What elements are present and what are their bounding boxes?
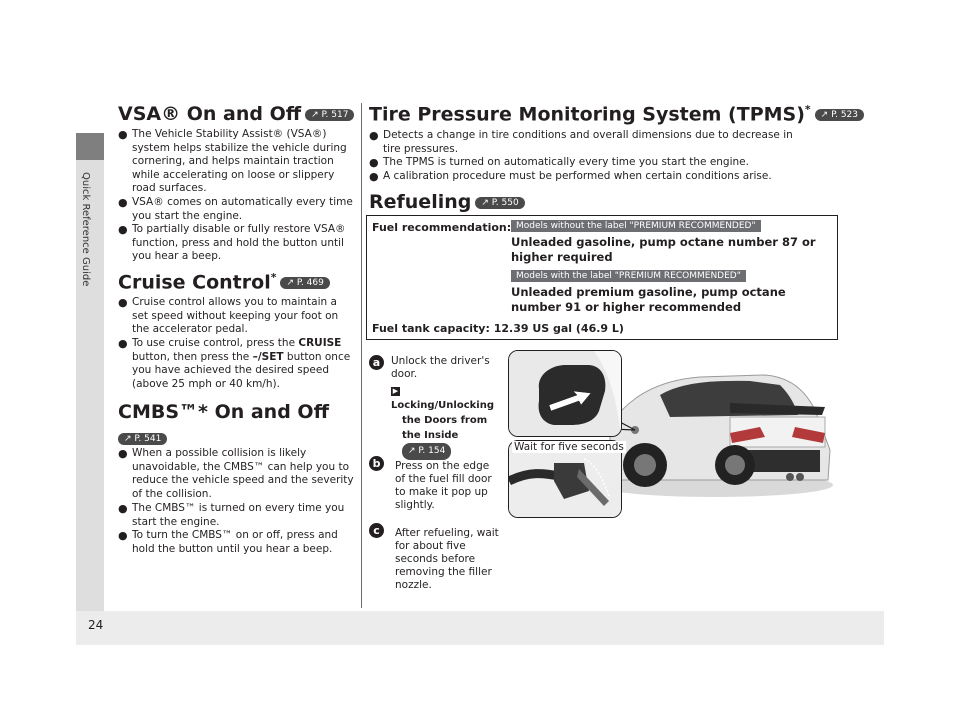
vsa-bullet-text: The Vehicle Stability Assist® (VSA®) system helps stabilize the vehicle during cornering, and helps maintain traction while accelerating on loose or slippery road surfaces. [132, 128, 347, 194]
vsa-bullet-2 [118, 196, 353, 223]
cmbs-ref-text: P. 541 [134, 433, 162, 444]
set-button-name: –/SET [252, 350, 284, 363]
cmbs-bullet-2 [118, 502, 356, 529]
cmbs-page-ref[interactable]: ↗ P. 541 [118, 433, 167, 445]
bullet-icon: ● [118, 337, 128, 350]
step-c-text: After refueling, wait for about five seconds before removing the filler nozzle. [395, 527, 499, 591]
bullet-icon: ● [369, 170, 379, 183]
xref-arrow-icon: ▶ [392, 387, 399, 395]
bullet-icon: ● [118, 502, 128, 515]
step-a-ref-text: P. 154 [418, 446, 446, 456]
fuel-door-callout [508, 350, 622, 437]
bullet-icon: ● [369, 129, 379, 142]
cmbs-bullet-text: When a possible collision is likely unavoidable, the CMBS™ can help you to reduce the vehicle speed and the severity of the collision. [132, 447, 354, 500]
tpms-bullet-text: A calibration procedure must be performed when certain conditions arise. [383, 170, 772, 182]
fuel-regular-text: Unleaded gasoline, pump octane number 87 or higher required [511, 235, 816, 264]
cruise-bullet-1 [118, 296, 353, 337]
cmbs-bullet-1 [118, 447, 356, 501]
page-number: 24 [88, 618, 104, 632]
tpms-bullet-1 [369, 129, 809, 156]
badge-without-premium: Models without the label "PREMIUM RECOMMENDED" [511, 220, 761, 232]
fuel-recommendation-label: Fuel recommendation: [372, 221, 512, 234]
bullet-icon: ● [118, 223, 128, 236]
tpms-ref-text: P. 523 [831, 109, 859, 120]
vsa-bullet-3 [118, 223, 353, 264]
step-a-xref[interactable] [391, 383, 501, 460]
wait-label: Wait for five seconds [514, 441, 624, 453]
cruise-button-name: CRUISE [298, 337, 342, 349]
bullet-icon: ● [118, 529, 128, 542]
tpms-bullet-2 [369, 156, 809, 170]
cruise-ref-text: P. 469 [296, 277, 324, 288]
text-run: button once you have achieved the desired speed (above 25 mph or 40 km/h). [132, 350, 351, 390]
text-run: button, then press the [132, 350, 253, 363]
refuel-ref-text: P. 550 [491, 197, 519, 208]
fuel-info-box [366, 215, 838, 340]
badge-with-premium: Models with the label "PREMIUM RECOMMENDED" [511, 270, 746, 282]
tpms-title: Tire Pressure Monitoring System (TPMS) [369, 103, 805, 126]
refuel-title: Refueling [369, 191, 472, 213]
vsa-bullet-text: To partially disable or fully restore VSA® function, press and hold the button until you hear a beep. [132, 223, 346, 262]
vsa-title: VSA® On and Off [118, 103, 302, 125]
fuel-door-icon [509, 351, 621, 436]
bullet-icon: ● [118, 296, 128, 309]
bullet-icon: ● [118, 447, 128, 460]
tpms-bullet-3 [369, 170, 809, 184]
fuel-premium-text: Unleaded premium gasoline, pump octane number 91 or higher recommended [511, 285, 786, 314]
vsa-bullet-text: VSA® comes on automatically every time you start the engine. [132, 196, 353, 222]
tpms-page-ref[interactable]: ↗ P. 523 [815, 109, 864, 121]
cruise-bullet-text [118, 337, 353, 391]
sidebar-label-wrap [80, 172, 100, 302]
car-illustration [590, 355, 838, 505]
column-divider [361, 103, 362, 608]
fuel-tank-capacity: Fuel tank capacity: 12.39 US gal (46.9 L) [372, 322, 624, 335]
step-a [391, 355, 501, 460]
step-a-icon: a [369, 355, 384, 370]
cruise-page-ref[interactable]: ↗ P. 469 [280, 277, 329, 289]
sidebar-tab[interactable] [76, 133, 104, 160]
cruise-heading [118, 271, 330, 293]
vsa-heading [118, 103, 354, 125]
step-a-text: Unlock the driver's door. [391, 355, 490, 380]
step-a-page-ref[interactable]: ↗ P. 154 [402, 443, 451, 460]
cruise-bullet-text: Cruise control allows you to maintain a set speed without keeping your foot on the accelerator pedal. [132, 296, 339, 335]
bullet-icon: ● [369, 156, 379, 169]
text-run: To use cruise control, press the [132, 337, 299, 349]
cruise-bullet-2 [118, 337, 353, 391]
cmbs-bullet-3 [118, 529, 356, 556]
tpms-bullet-text: The TPMS is turned on automatically every time you start the engine. [383, 156, 749, 168]
bullet-icon: ● [118, 128, 128, 141]
step-b-text: Press on the edge of the fuel fill door to make it pop up slightly. [395, 460, 492, 511]
sidebar-label: Quick Reference Guide [80, 172, 91, 287]
cruise-star: * [270, 271, 277, 284]
cmbs-bullet-text: The CMBS™ is turned on every time you start the engine. [132, 502, 345, 528]
xref-line: the Inside [402, 430, 459, 441]
cruise-title: Cruise Control [118, 271, 271, 294]
tpms-star: * [804, 103, 811, 116]
xref-line: Locking/Unlocking [391, 400, 494, 411]
tpms-heading [369, 103, 864, 125]
refuel-page-ref[interactable]: ↗ P. 550 [475, 197, 524, 209]
refuel-heading [369, 191, 525, 213]
cmbs-bullet-text: To turn the CMBS™ on or off, press and hold the button until you hear a beep. [132, 529, 338, 555]
tpms-bullet-text: Detects a change in tire conditions and overall dimensions due to decrease in tire pressures. [383, 129, 793, 155]
step-b-icon: b [369, 456, 384, 471]
bullet-icon: ● [118, 196, 128, 209]
cmbs-title: CMBS™* On and Off [118, 401, 329, 423]
vsa-ref-text: P. 517 [321, 109, 349, 120]
vsa-page-ref[interactable]: ↗ P. 517 [305, 109, 354, 121]
cmbs-ref-wrap [118, 428, 167, 447]
vsa-bullet-1 [118, 128, 353, 196]
cmbs-heading [118, 401, 329, 423]
footer-band [76, 611, 884, 645]
xref-line: the Doors from [402, 415, 488, 426]
step-c-icon: c [369, 523, 384, 538]
